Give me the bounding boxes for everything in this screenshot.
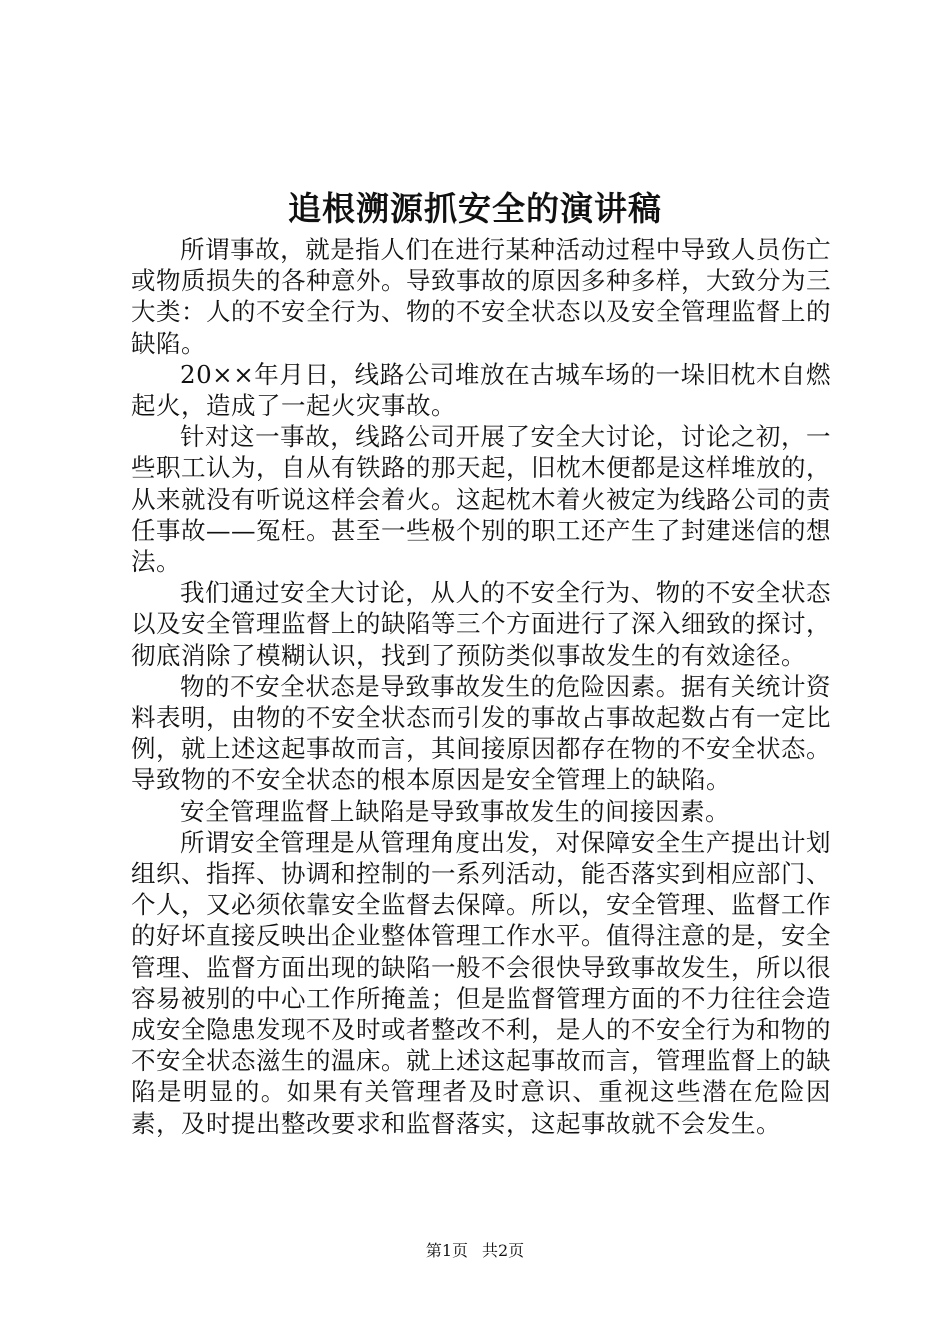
paragraph: 所谓安全管理是从管理角度出发，对保障安全生产提出计划组织、指挥、协调和控制的一系列活动，能否落实到相应部门、个人，又必须依靠安全监督去保障。所以，安全管理、监督工作的好坏直接反映出企业整体管理工作水平。值得注意的是，安全管理、监督方面出现的缺陷一般不会很快导致事故发生，所以很容易被别的中心工作所掩盖；但是监督管理方面的不力往往会造成安全隐患发现不及时或者整改不利，是人的不安全行为和物的不安全状态滋生的温床。就上述这起事故而言，管理监督上的缺陷是明显的。如果有关管理者及时意识、重视这些潜在危险因素，及时提出整改要求和监督落实，这起事故就不会发生。: [131, 827, 831, 1138]
page-footer: [0, 1240, 950, 1262]
paragraph: 安全管理监督上缺陷是导致事故发生的间接因素。: [180, 796, 730, 826]
paragraph: 所谓事故，就是指人们在进行某种活动过程中导致人员伤亡或物质损失的各种意外。导致事故的原因多种多样，大致分为三大类：人的不安全行为、物的不安全状态以及安全管理监督上的缺陷。: [131, 235, 831, 358]
page-total: 共2页: [482, 1241, 525, 1260]
document-title: 追根溯源抓安全的演讲稿: [288, 189, 662, 228]
page-number: 第1页: [425, 1241, 468, 1260]
paragraph: 物的不安全状态是导致事故发生的危险因素。据有关统计资料表明，由物的不安全状态而引发的事故占事故起数占有一定比例，就上述这起事故而言，其间接原因都存在物的不安全状态。导致物的不安全状态的根本原因是安全管理上的缺陷。: [131, 671, 831, 795]
paragraph: 20××年月日，线路公司堆放在古城车场的一垛旧枕木自燃起火，造成了一起火灾事故。: [131, 359, 831, 421]
paragraph: 针对这一事故，线路公司开展了安全大讨论，讨论之初，一些职工认为，自从有铁路的那天起，旧枕木便都是这样堆放的，从来就没有听说这样会着火。这起枕木着火被定为线路公司的责任事故——冤枉。甚至一些极个别的职工还产生了封建迷信的想法。: [131, 422, 831, 577]
document-body: [131, 234, 831, 1139]
paragraph: 我们通过安全大讨论，从人的不安全行为、物的不安全状态以及安全管理监督上的缺陷等三个方面进行了深入细致的探讨，彻底消除了模糊认识，找到了预防类似事故发生的有效途径。: [131, 578, 831, 670]
